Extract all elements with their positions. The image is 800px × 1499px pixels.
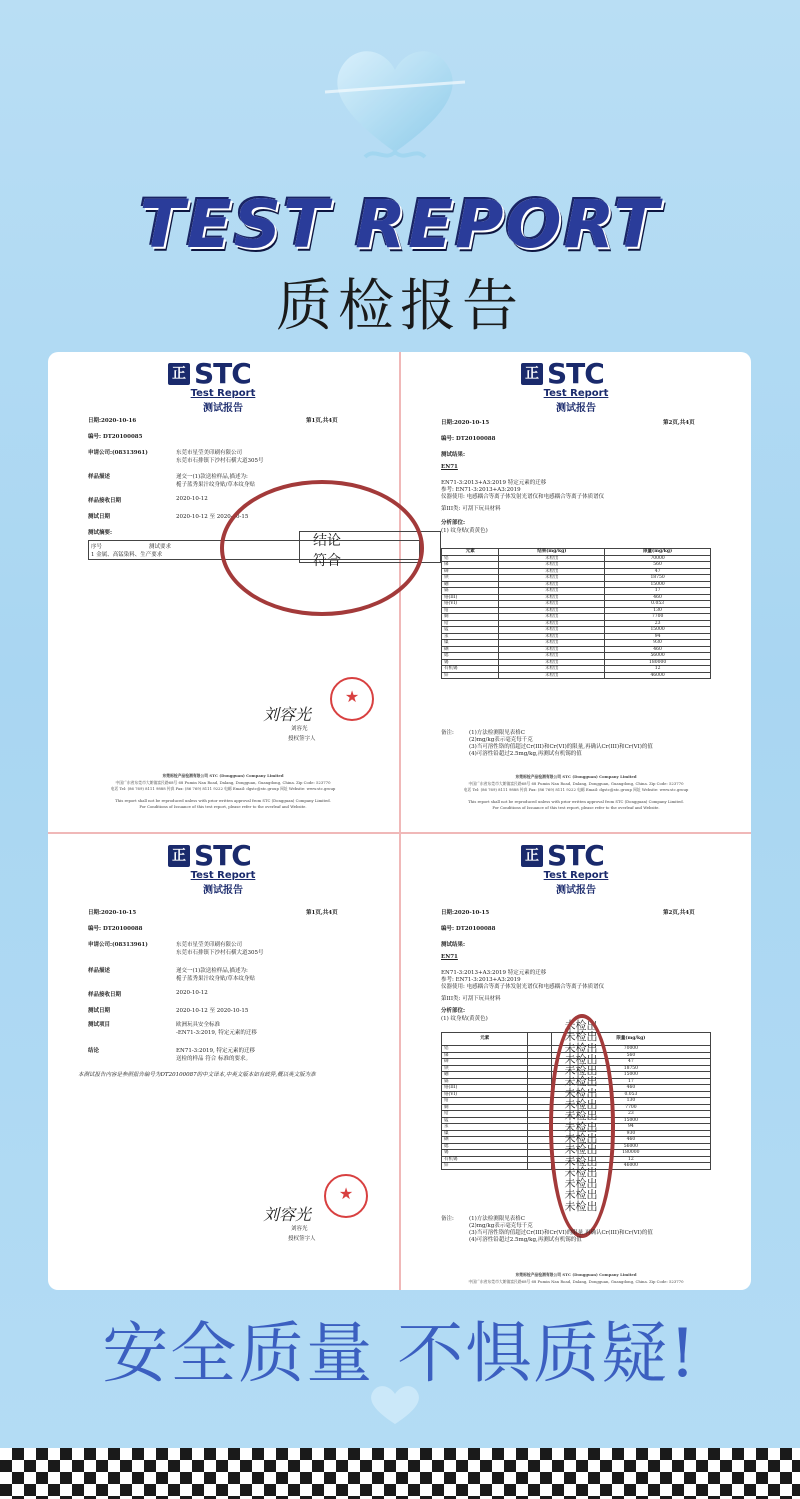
limit-cell: 130 bbox=[605, 607, 711, 614]
element-cell: 钴 bbox=[442, 1098, 528, 1105]
element-cell: 砷 bbox=[442, 568, 499, 575]
standard-line-2: 参考: EN71-3:2013+A3:2019 bbox=[441, 977, 521, 983]
element-cell: 锑 bbox=[442, 1052, 528, 1059]
footer-company bbox=[421, 774, 731, 780]
limit-cell: 17 bbox=[551, 1078, 710, 1085]
received-label: 样品接收日期 bbox=[88, 992, 122, 998]
report-date: 日期:2020-10-16 bbox=[88, 418, 137, 424]
result-cell bbox=[528, 1163, 551, 1170]
report-page-1 bbox=[48, 352, 398, 832]
not-detected-label: 未检出 bbox=[564, 1075, 598, 1089]
limit-cell: 180000 bbox=[605, 659, 711, 666]
limit-cell: 47 bbox=[551, 1059, 710, 1066]
col-result bbox=[528, 1033, 551, 1046]
footer-contact: 电话 Tel: (86 769) 8111 9888 传真 Fax: (86 769) 8111 9222 电邮 Email: dgstc@stc.group 网址 Website: www.stc.group bbox=[110, 786, 336, 791]
not-detected-label: 未检出 bbox=[564, 1199, 598, 1213]
not-detected-label: 未检出 bbox=[564, 1165, 598, 1179]
result-cell: 未检出 bbox=[499, 568, 605, 575]
not-detected-label: 未检出 bbox=[564, 1019, 598, 1032]
limit-cell: 930 bbox=[551, 1130, 710, 1137]
element-cell: 铝 bbox=[442, 1046, 528, 1053]
limit-cell: 0.053 bbox=[605, 601, 711, 608]
title-english: TEST REPORT bbox=[139, 186, 661, 263]
page-number: 第1页,共4页 bbox=[306, 910, 338, 916]
limit-cell: 12 bbox=[605, 666, 711, 673]
title-chinese: 质检报告 bbox=[276, 274, 524, 339]
results-table bbox=[441, 548, 711, 679]
not-detected-label: 未检出 bbox=[564, 1098, 598, 1112]
not-detected-label: 未检出 bbox=[564, 1041, 598, 1055]
items: 欧洲玩具安全标准 bbox=[176, 1022, 221, 1028]
report-serial: 编号: DT20100088 bbox=[88, 926, 143, 932]
element-cell: 铅 bbox=[442, 1111, 528, 1118]
not-detected-label: 未检出 bbox=[564, 1188, 598, 1202]
sample-description: 递交一(1)款送检样品,描述为: bbox=[176, 968, 248, 974]
not-detected-label: 未检出 bbox=[564, 1086, 598, 1100]
standard: EN71 bbox=[441, 954, 458, 960]
stc-logo bbox=[168, 839, 251, 872]
result-cell: 未检出 bbox=[499, 627, 605, 634]
report-title-en: Test Report bbox=[190, 388, 256, 399]
limit-cell: 47 bbox=[605, 568, 711, 575]
result-cell: 未检出 bbox=[499, 588, 605, 595]
test-date-label: 测试日期 bbox=[88, 1008, 111, 1014]
footer-address: 中国广东省东莞市大朗镇富民路68号 68 Fumin Nan Road, Dalang, Dongguan, Guangdong, China. Zip Code: 523770 bbox=[115, 780, 331, 785]
not-detected-label: 未检出 bbox=[564, 1030, 598, 1044]
signer-name: 刘容光 bbox=[291, 1226, 308, 1232]
limit-cell: 15000 bbox=[551, 1117, 710, 1124]
result-cell: 未检出 bbox=[499, 562, 605, 569]
standard-line-1: EN71-3:2013+A3:2019 特定元素的迁移 bbox=[441, 970, 547, 976]
not-detected-label: 未检出 bbox=[564, 1052, 598, 1066]
stc-logo-mark-icon: 正 bbox=[168, 363, 190, 385]
element-cell: 锰 bbox=[442, 627, 499, 634]
element-cell: 硼 bbox=[442, 1072, 528, 1079]
footer-company bbox=[68, 773, 378, 779]
result-cell: 未检出 bbox=[499, 594, 605, 601]
limit-cell: 460 bbox=[605, 594, 711, 601]
slogan: 安全质量 不惧质疑! bbox=[102, 1315, 698, 1392]
report-title-en: Test Report bbox=[543, 388, 609, 399]
standard-line-2: 参考: EN71-3:2013+A3:2019 bbox=[441, 487, 521, 493]
element-cell: 铝 bbox=[442, 555, 499, 562]
result-cell: 未检出 bbox=[499, 607, 605, 614]
report-panel bbox=[48, 352, 751, 1290]
limit-cell: 23 bbox=[605, 620, 711, 627]
notes-label: 备注: bbox=[441, 730, 454, 736]
not-detected-label: 未检出 bbox=[564, 1120, 598, 1134]
conclusion-label: 结论 bbox=[88, 1048, 100, 1054]
stc-logo-mark-icon: 正 bbox=[521, 845, 543, 867]
element-cell: 镍 bbox=[442, 1130, 528, 1137]
note-3: (3)当可溶性铬的值超过Cr(III)和Cr(VI)的限量,再确认Cr(III)和Cr(VI)的值 bbox=[469, 744, 653, 750]
signer-name: 刘容光 bbox=[291, 726, 308, 732]
limit-cell: 560 bbox=[605, 562, 711, 569]
checkerboard-border bbox=[0, 1448, 800, 1499]
result-cell: 未检出 bbox=[499, 620, 605, 627]
result-label: 测试结果: bbox=[441, 452, 466, 458]
element-cell: 锌 bbox=[442, 1163, 528, 1170]
limit-cell: 930 bbox=[605, 640, 711, 647]
test-date: 2020-10-12 至 2020-10-15 bbox=[176, 1008, 249, 1014]
report-serial: 编号: DT20100088 bbox=[441, 926, 496, 932]
report-date: 日期:2020-10-15 bbox=[441, 420, 490, 426]
limit-cell: 460 bbox=[551, 1137, 710, 1144]
conclusion-heading: 结论 bbox=[313, 533, 341, 549]
highlight-oval bbox=[220, 480, 424, 616]
report-date: 日期:2020-10-15 bbox=[88, 910, 137, 916]
standard-line-4: 第III类: 可刮下玩具材料 bbox=[441, 996, 501, 1002]
result-cell: 未检出 bbox=[499, 601, 605, 608]
result-cell: 未检出 bbox=[499, 666, 605, 673]
element-cell: 镉 bbox=[442, 588, 499, 595]
limit-cell: 15000 bbox=[605, 627, 711, 634]
col-element: 元素 bbox=[442, 549, 499, 556]
element-cell: 有机锡 bbox=[442, 666, 499, 673]
limit-cell: 70000 bbox=[605, 555, 711, 562]
stc-logo bbox=[521, 839, 604, 872]
footer-company-cn: 东莞标检产品检测有限公司 bbox=[515, 774, 562, 779]
element-cell: 硼 bbox=[442, 581, 499, 588]
report-date: 日期:2020-10-15 bbox=[441, 910, 490, 916]
standard: EN71 bbox=[441, 464, 458, 470]
limit-cell: 94 bbox=[605, 633, 711, 640]
not-detected-label: 未检出 bbox=[564, 1109, 598, 1123]
summary-row: 1 金属、高锰染料、生产要求 bbox=[91, 552, 163, 558]
small-heart-decoration-icon bbox=[360, 1378, 430, 1428]
page-number: 第2页,共4页 bbox=[663, 420, 695, 426]
limit-cell: 460 bbox=[551, 1085, 710, 1092]
limit-cell: 17 bbox=[605, 588, 711, 595]
conclusion-text: EN71-3:2019, 特定元素的迁移 bbox=[176, 1048, 256, 1054]
sample-description-2: 栀子蓝秀果汁纹身贴/草本纹身贴 bbox=[176, 482, 255, 488]
limit-cell: 15000 bbox=[605, 581, 711, 588]
not-detected-label: 未检出 bbox=[564, 1131, 598, 1145]
part: (1) 纹身贴(黄黄色) bbox=[441, 528, 488, 534]
report-title-cn: 测试报告 bbox=[556, 885, 596, 896]
limit-cell: 56000 bbox=[605, 653, 711, 660]
limit-cell: 560 bbox=[551, 1052, 710, 1059]
result-cell: 未检出 bbox=[499, 640, 605, 647]
element-cell: 钡 bbox=[442, 575, 499, 582]
page-number: 第2页,共4页 bbox=[663, 910, 695, 916]
result-cell: 未检出 bbox=[499, 659, 605, 666]
stc-logo-mark-icon: 正 bbox=[168, 845, 190, 867]
limit-cell: 46000 bbox=[605, 672, 711, 679]
table-row bbox=[442, 672, 711, 679]
translation-note: 本测试报告内容是参照报告编号为DT20100087的中文译本,中英文版本如有歧异,概以英文版为准 bbox=[78, 1072, 316, 1078]
standard-line-3: 仪器使用: 电感耦合等离子体发射光谱仪和电感耦合等离子体质谱仪 bbox=[441, 494, 605, 500]
conclusion-conforms: 符合 bbox=[313, 553, 341, 569]
limit-cell: 70000 bbox=[551, 1046, 710, 1053]
limit-cell: 460 bbox=[605, 646, 711, 653]
report-title-en: Test Report bbox=[190, 870, 256, 881]
element-cell: 镉 bbox=[442, 1078, 528, 1085]
element-cell: 锡 bbox=[442, 1150, 528, 1157]
summary-label: 测试摘要: bbox=[88, 530, 113, 536]
applicant-name: 东莞市星莹美印刷有限公司 bbox=[176, 942, 243, 948]
element-cell: 硒 bbox=[442, 1137, 528, 1144]
official-seal-stamp: ★ bbox=[330, 677, 374, 721]
footer-company-en: STC (Dongguan) Company Limited bbox=[562, 774, 637, 779]
applicant-label: 申请公司:(08313961) bbox=[88, 450, 148, 456]
conclusion-text-2: 送检的样品 符合 标准的要求。 bbox=[176, 1056, 251, 1062]
col-limit: 限量(mg/kg) bbox=[605, 549, 711, 556]
col-result: 结果(mg/kg) bbox=[499, 549, 605, 556]
report-page-4 bbox=[401, 834, 751, 1290]
report-title-cn: 测试报告 bbox=[203, 403, 243, 414]
footer-address: 中国广东省东莞市大朗镇富民路68号 68 Fumin Nan Road, Dalang, Dongguan, Guangdong, China. Zip Code: 523770 bbox=[468, 781, 684, 786]
element-cell: 钡 bbox=[442, 1065, 528, 1072]
applicant-name: 东莞市星莹美印刷有限公司 bbox=[176, 450, 243, 456]
sample-label: 样品描述 bbox=[88, 968, 111, 974]
standard-line-3: 仪器使用: 电感耦合等离子体发射光谱仪和电感耦合等离子体质谱仪 bbox=[441, 984, 605, 990]
element-cell: 锰 bbox=[442, 1117, 528, 1124]
element-cell: 锌 bbox=[442, 672, 499, 679]
note-3: (3)当可溶性铬的值超过Cr(III)和Cr(VI)的限量,再确认Cr(III)和Cr(VI)的值 bbox=[469, 1230, 653, 1236]
stc-logo-text: STC bbox=[547, 357, 604, 390]
element-cell: 铬(III) bbox=[442, 594, 499, 601]
footer-conditions: For Conditions of Issuance of this test report, please refer to the overleaf and Website. bbox=[139, 804, 307, 809]
note-2: (2)mg/kg表示毫克每千克 bbox=[469, 737, 533, 743]
received-date: 2020-10-12 bbox=[176, 496, 208, 502]
limit-cell: 23 bbox=[551, 1111, 710, 1118]
element-cell: 锶 bbox=[442, 653, 499, 660]
element-cell: 铜 bbox=[442, 1104, 528, 1111]
note-4: (4)可溶性铅超过2.5mg/kg,再测试有机锡的值 bbox=[469, 1237, 582, 1243]
footer-address: 中国广东省东莞市大朗镇富民路68号 68 Fumin Nan Road, Dalang, Dongguan, Guangdong, China. Zip Code: 523770 bbox=[468, 1279, 684, 1284]
not-detected-label: 未检出 bbox=[564, 1143, 598, 1157]
element-cell: 锶 bbox=[442, 1143, 528, 1150]
result-label: 测试结果: bbox=[441, 942, 466, 948]
part-label: 分析部位: bbox=[441, 520, 466, 526]
element-cell: 铜 bbox=[442, 614, 499, 621]
report-title-cn: 测试报告 bbox=[556, 403, 596, 414]
footer-contact: 电话 Tel: (86 769) 8111 9888 传真 Fax: (86 769) 8111 9222 电邮 Email: dgstc@stc.group 网址 Website: www.stc.group bbox=[463, 787, 689, 792]
footer-company-cn: 东莞标检产品检测有限公司 bbox=[162, 773, 209, 778]
heart-wing-decoration-icon bbox=[305, 22, 485, 172]
result-cell: 未检出 bbox=[499, 672, 605, 679]
stc-logo-mark-icon: 正 bbox=[521, 363, 543, 385]
element-cell: 钴 bbox=[442, 607, 499, 614]
limit-cell: 15000 bbox=[551, 1072, 710, 1079]
report-page-3 bbox=[48, 834, 398, 1290]
stc-logo bbox=[168, 357, 251, 390]
applicant-address: 东莞市石排镇下沙村石横大道305号 bbox=[176, 458, 264, 464]
report-title-cn: 测试报告 bbox=[203, 885, 243, 896]
result-cell: 未检出 bbox=[499, 653, 605, 660]
signature: 刘容光 bbox=[263, 1205, 312, 1224]
footer-company-en: STC (Dongguan) Company Limited bbox=[562, 1272, 637, 1277]
test-date: 2020-10-12 至 2020-10-15 bbox=[176, 514, 249, 520]
footer-disclaimer: This report shall not be reproduced unless with prior written approval from STC (Dongguan) Company Limited. bbox=[115, 798, 331, 803]
element-cell: 铅 bbox=[442, 620, 499, 627]
items-2: -EN71-3:2019, 特定元素的迁移 bbox=[176, 1030, 257, 1036]
element-cell: 砷 bbox=[442, 1059, 528, 1066]
element-cell: 有机锡 bbox=[442, 1156, 528, 1163]
limit-cell: 56000 bbox=[551, 1143, 710, 1150]
standard-line-1: EN71-3:2013+A3:2019 特定元素的迁移 bbox=[441, 480, 547, 486]
applicant-label: 申请公司:(08313961) bbox=[88, 942, 148, 948]
report-serial: 编号: DT20100085 bbox=[88, 434, 143, 440]
limit-cell: 7700 bbox=[551, 1104, 710, 1111]
note-4: (4)可溶性铅超过2.5mg/kg,再测试有机锡的值 bbox=[469, 751, 582, 757]
stc-logo-text: STC bbox=[547, 839, 604, 872]
limit-cell: 18750 bbox=[605, 575, 711, 582]
sample-label: 样品描述 bbox=[88, 474, 111, 480]
element-cell: 铬(III) bbox=[442, 1085, 528, 1092]
summary-head-no: 序号 bbox=[91, 544, 103, 550]
col-element: 元素 bbox=[442, 1033, 528, 1046]
report-page-2 bbox=[401, 352, 751, 832]
element-cell: 锡 bbox=[442, 659, 499, 666]
not-detected-label: 未检出 bbox=[564, 1064, 598, 1078]
limit-cell: 130 bbox=[551, 1098, 710, 1105]
limit-cell: 94 bbox=[551, 1124, 710, 1131]
sample-description-2: 栀子蓝秀果汁纹身贴/草本纹身贴 bbox=[176, 976, 255, 982]
result-cell: 未检出 bbox=[499, 646, 605, 653]
page-number: 第1页,共4页 bbox=[306, 418, 338, 424]
element-cell: 铬(VI) bbox=[442, 601, 499, 608]
stc-logo-text: STC bbox=[194, 357, 251, 390]
result-cell: 未检出 bbox=[499, 633, 605, 640]
not-detected-label: 未检出 bbox=[564, 1177, 598, 1191]
limit-cell: 18750 bbox=[551, 1065, 710, 1072]
part-label: 分析部位: bbox=[441, 1008, 466, 1014]
sample-description: 递交一(1)款送检样品,描述为: bbox=[176, 474, 248, 480]
element-cell: 铬(VI) bbox=[442, 1091, 528, 1098]
received-date: 2020-10-12 bbox=[176, 990, 208, 996]
note-1: (1)方法检测限见表格C bbox=[469, 730, 525, 736]
signer-title: 授权签字人 bbox=[288, 1236, 316, 1242]
received-label: 样品接收日期 bbox=[88, 498, 122, 504]
result-cell: 未检出 bbox=[499, 575, 605, 582]
limit-cell: 12 bbox=[551, 1156, 710, 1163]
official-seal-stamp: ★ bbox=[324, 1174, 368, 1218]
element-cell: 汞 bbox=[442, 1124, 528, 1131]
part: (1) 纹身贴(黄黄色) bbox=[441, 1016, 488, 1022]
note-2: (2)mg/kg表示毫克每千克 bbox=[469, 1223, 533, 1229]
report-serial: 编号: DT20100088 bbox=[441, 436, 496, 442]
footer-company-en: STC (Dongguan) Company Limited bbox=[209, 773, 284, 778]
limit-cell: 46000 bbox=[551, 1163, 710, 1170]
result-cell: 未检出 bbox=[499, 581, 605, 588]
footer-company-cn: 东莞标检产品检测有限公司 bbox=[515, 1272, 562, 1277]
highlight-oval bbox=[549, 1014, 615, 1238]
signature: 刘容光 bbox=[263, 705, 312, 724]
col-limit: 限量(mg/kg) bbox=[551, 1033, 710, 1046]
element-cell: 汞 bbox=[442, 633, 499, 640]
summary-head-req: 测试要求 bbox=[149, 544, 172, 550]
limit-cell: 0.053 bbox=[551, 1091, 710, 1098]
element-cell: 锑 bbox=[442, 562, 499, 569]
applicant-address: 东莞市石排镇下沙村石横大道305号 bbox=[176, 950, 264, 956]
signer-title: 授权签字人 bbox=[288, 736, 316, 742]
footer-company bbox=[421, 1272, 731, 1278]
footer-conditions: For Conditions of Issuance of this test report, please refer to the overleaf and Website. bbox=[492, 805, 660, 810]
element-cell: 镍 bbox=[442, 640, 499, 647]
note-1: (1)方法检测限见表格C bbox=[469, 1216, 525, 1222]
standard-line-4: 第III类: 可刮下玩具材料 bbox=[441, 506, 501, 512]
element-cell: 硒 bbox=[442, 646, 499, 653]
result-cell: 未检出 bbox=[499, 614, 605, 621]
test-date-label: 测试日期 bbox=[88, 514, 111, 520]
footer-disclaimer: This report shall not be reproduced unless with prior written approval from STC (Dongguan) Company Limited. bbox=[468, 799, 684, 804]
not-detected-label: 未检出 bbox=[564, 1154, 598, 1168]
result-cell: 未检出 bbox=[499, 555, 605, 562]
stc-logo-text: STC bbox=[194, 839, 251, 872]
limit-cell: 7700 bbox=[605, 614, 711, 621]
limit-cell: 180000 bbox=[551, 1150, 710, 1157]
stc-logo bbox=[521, 357, 604, 390]
notes-label: 备注: bbox=[441, 1216, 454, 1222]
items-label: 测试项目 bbox=[88, 1022, 111, 1028]
report-title-en: Test Report bbox=[543, 870, 609, 881]
